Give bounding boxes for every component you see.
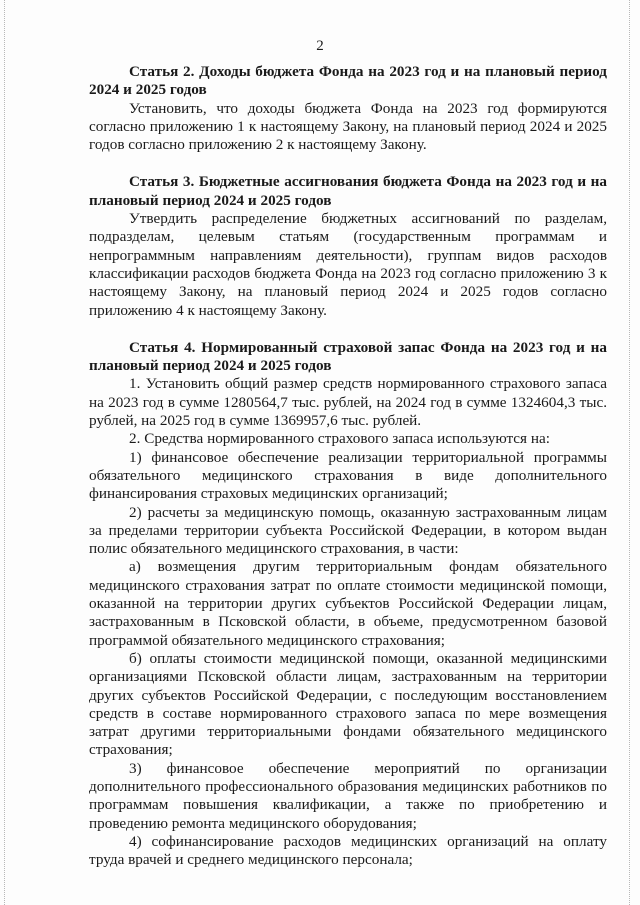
page-right-edge (627, 0, 630, 905)
paragraph: 1. Установить общий размер средств нормированного страхового запаса на 2023 год в сумме 1280564,7 тыс. рублей, на 2024 год в сумме 1324604,3 тыс. рублей, на 2025 год в сумме 1369957,6 тыс. рублей. (89, 375, 607, 430)
list-item: 3) финансовое обеспечение мероприятий по организации дополнительного профессионального образования медицинских работников по программам повышения квалификации, а также по приобретению и проведению ремонта медицинского оборудования; (89, 759, 607, 832)
list-item: 4) софинансирование расходов медицинских организаций на оплату труда врачей и среднего медицинского персонала; (89, 832, 607, 869)
article-3 (89, 173, 607, 319)
article-heading: Статья 4. Нормированный страховой запас Фонда на 2023 год и на плановый период 2024 и 2025 годов (89, 338, 607, 375)
article-heading: Статья 3. Бюджетные ассигнования бюджета Фонда на 2023 год и на плановый период 2024 и 2025 годов (89, 173, 607, 209)
article-heading: Статья 2. Доходы бюджета Фонда на 2023 год и на плановый период 2024 и 2025 годов (89, 63, 607, 99)
sub-list-item: б) оплаты стоимости медицинской помощи, оказанной медицинскими организациями Псковской области лицам, застрахованным на территории других субъектов Российской Федерации, с последующим восстановлением средств в составе нормированного страхового запаса по мере возмещения затрат другими территориальными фондами обязательного медицинского страхования; (89, 649, 607, 759)
list-item: 2) расчеты за медицинскую помощь, оказанную застрахованным лицам за пределами территории субъекта Российской Федерации, в котором выдан полис обязательного медицинского страхования, в части: (89, 503, 607, 558)
page-number: 2 (316, 38, 324, 54)
sub-list-item: а) возмещения другим территориальным фондам обязательного медицинского страхования затрат по оплате стоимости медицинской помощи, оказанной на территории других субъектов Российской Федерации лицам, застрахованным в Псковской области, в объеме, предусмотренном базовой программой обязательного медицинского страхования; (89, 558, 607, 649)
paragraph: Утвердить распределение бюджетных ассигнований по разделам, подразделам, целевым статьям (государственным программам и непрограммным направлениям деятельности), группам видов расходов классификации расходов бюджета Фонда на 2023 год согласно приложению 3 к настоящему Закону, на плановый период 2024 и 2025 годов согласно приложению 4 к настоящему Закону. (89, 210, 607, 319)
list-item: 1) финансовое обеспечение реализации территориальной программы обязательного медицинского страхования в виде дополнительного финансирования страховых медицинских организаций; (89, 448, 607, 503)
article-spacer (89, 154, 607, 173)
article-spacer (89, 320, 607, 339)
paragraph: 2. Средства нормированного страхового запаса используются на: (129, 430, 550, 448)
article-4 (89, 339, 607, 870)
article-2 (89, 63, 607, 154)
paragraph: Установить, что доходы бюджета Фонда на 2023 год формируются согласно приложению 1 к настоящему Закону, на плановый период 2024 и 2025 годов согласно приложению 2 к настоящему Закону. (89, 99, 607, 154)
document-body (89, 63, 607, 869)
page-left-edge (4, 0, 7, 905)
